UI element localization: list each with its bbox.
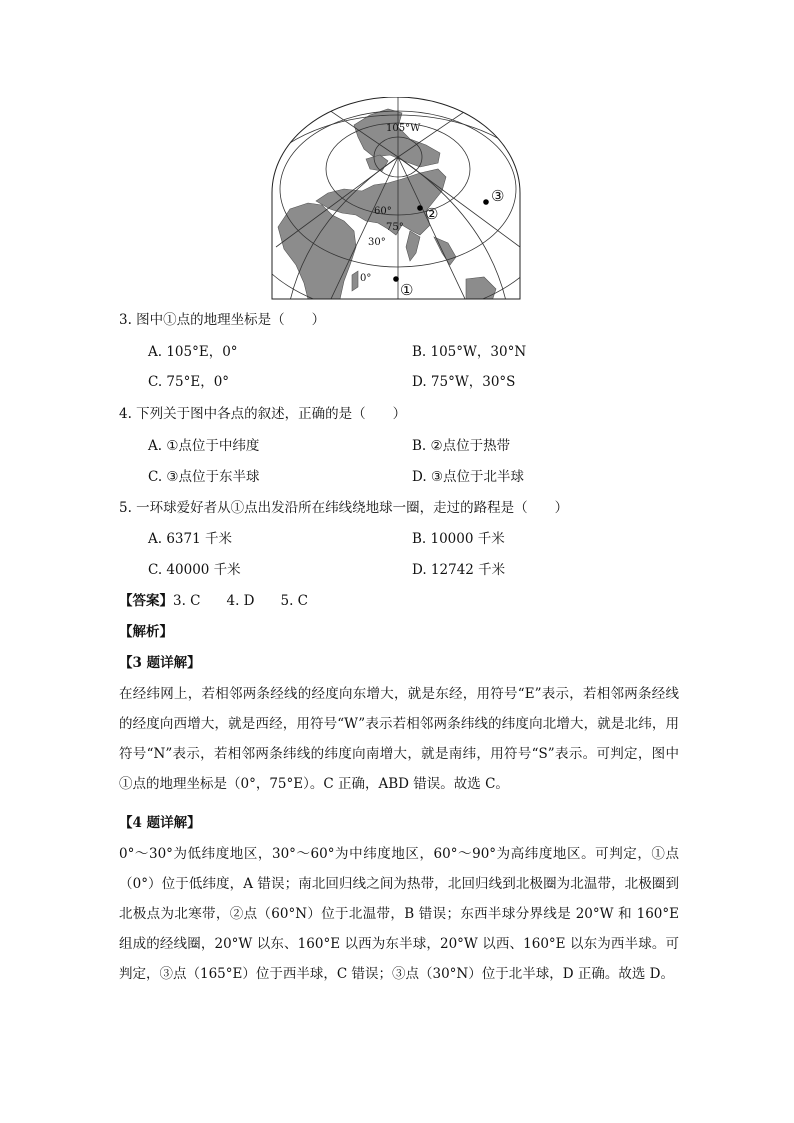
question-4-option-b: B. ②点位于热带	[412, 438, 511, 454]
answer-item-4: 4. D	[226, 593, 255, 609]
answer-item-5: 5. C	[280, 593, 309, 609]
question-4-option-d: D. ③点位于北半球	[412, 469, 525, 485]
answer-item-3: 3. C	[173, 593, 201, 609]
land-madagascar	[352, 271, 358, 291]
question-4-option-c: C. ③点位于东半球	[148, 469, 260, 485]
detail-3-heading: 【3 题详解】	[119, 655, 201, 671]
detail-3-text: 在经纬网上，若相邻两条经线的经度向东增大，就是东经，用符号“E”表示，若相邻两条经线的经度向西增大，就是西经，用符号“W”表示若相邻两条纬线的纬度向北增大，就是北纬，用符号“N”表示，若相邻两条纬线的纬度向南增大，就是南纬，用符号“S”表示。可判定，图中①点的地理坐标是（0°，75°E）。C 正确，ABD 错误。故选 C。	[119, 686, 679, 792]
point-1-marker	[393, 276, 399, 282]
land-africa	[278, 203, 356, 299]
question-5-option-c: C. 40000 千米	[148, 562, 241, 578]
land-greenland	[366, 155, 388, 171]
land-australia	[466, 277, 496, 301]
point-3-marker	[483, 199, 489, 205]
question-4-option-a: A. ①点位于中纬度	[148, 438, 260, 454]
land-india	[406, 231, 420, 261]
label-lat-60: 60°	[374, 206, 392, 217]
label-105w: 105°W	[386, 123, 421, 134]
question-3-option-a: A. 105°E，0°	[148, 344, 238, 360]
question-3-option-c: C. 75°E，0°	[148, 374, 230, 390]
question-3-stem: 3. 图中①点的地理坐标是（ ）	[119, 312, 326, 328]
label-point-1: ①	[400, 281, 414, 299]
question-4-stem: 4. 下列关于图中各点的叙述，正确的是（ ）	[119, 406, 407, 422]
label-point-3: ③	[491, 187, 505, 205]
question-5-option-a: A. 6371 千米	[148, 531, 232, 547]
question-3-option-b: B. 105°W，30°N	[412, 344, 527, 360]
answer-line	[119, 591, 308, 611]
question-5-option-b: B. 10000 千米	[412, 531, 505, 547]
answer-label: 【答案】	[119, 593, 173, 609]
analysis-label: 【解析】	[119, 624, 173, 640]
detail-4-text: 0°～30°为低纬度地区，30°～60°为中纬度地区，60°～90°为高纬度地区。可判定，①点（0°）位于低纬度，A 错误；南北回归线之间为热带，北回归线到北极圈为北温带，北极圈到北极点为北寒带，②点（60°N）位于北温带，B 错误；东西半球分界线是 20°W 和 160°E 组成的经线圈，20°W 以东、160°E 以西为东半球，20°W 以西、160°E 以东为西半球。可判定，③点（165°E）位于西半球，C 错误；③点（30°N）位于北半球，D 正确。故选 D。	[119, 846, 679, 982]
label-point-2: ②	[425, 205, 439, 223]
question-5-stem: 5. 一环球爱好者从①点出发沿所在纬线绕地球一圈，走过的路程是（ ）	[119, 500, 569, 516]
globe-map-figure	[270, 97, 522, 301]
question-5-option-d: D. 12742 千米	[412, 562, 506, 578]
question-3-option-d: D. 75°W，30°S	[412, 374, 516, 390]
label-lat-0: 0°	[360, 273, 372, 284]
point-2-marker	[417, 205, 423, 211]
detail-4-heading: 【4 题详解】	[119, 815, 201, 831]
label-lon-75: 75°	[386, 222, 404, 233]
label-lat-30: 30°	[368, 237, 386, 248]
